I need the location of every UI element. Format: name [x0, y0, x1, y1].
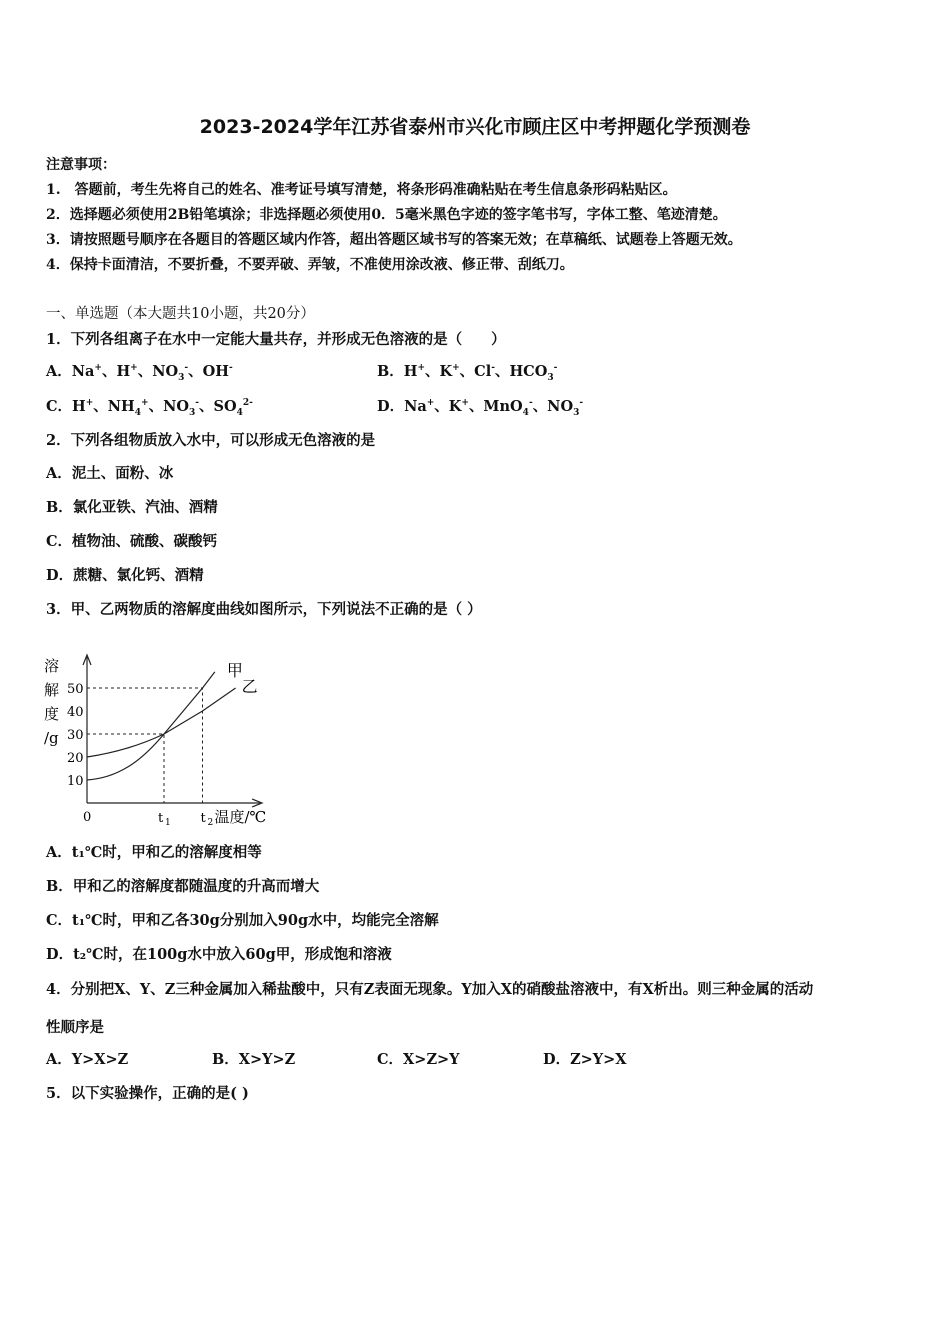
page-title: 2023-2024学年江苏省泰州市兴化市顾庄区中考押题化学预测卷: [199, 116, 751, 138]
q1-stem: 1．下列各组离子在水中一定能大量共存，并形成无色溶液的是（ ）: [46, 331, 506, 348]
q1-option-b: B．H+、K+、Cl-、$HCO_3^-$: [377, 363, 558, 383]
q1-option-a: A．Na+、H+、$NO_3^-$、OH-: [46, 363, 233, 383]
notice-item: 2．选择题必须使用2B铅笔填涂；非选择题必须使用0．5毫米黑色字迹的签字笔书写，字体工整、笔迹清楚。: [46, 207, 727, 223]
q2-option: D．蔗糖、氯化钙、酒精: [46, 567, 204, 584]
section-heading: 一、单选题（本大题共10小题，共20分）: [46, 306, 315, 322]
x-tick-label: t: [200, 811, 206, 825]
y-tick-label: 20: [67, 751, 84, 766]
x-tick-subscript: 2: [207, 818, 214, 825]
q3-option-c: C．t₁℃时，甲和乙各30g分别加入90g水中，均能完全溶解: [46, 912, 439, 929]
q3-option-a: A．t₁℃时，甲和乙的溶解度相等: [46, 844, 262, 861]
q1-option-c: C．H+、$NH_4^+$、$NO_3^-$、$SO_4^{2-}$: [46, 398, 253, 418]
q4-option-c: C．X>Z>Y: [377, 1051, 460, 1068]
series-jia-label: 甲: [226, 660, 243, 680]
q2-option: B．氯化亚铁、汽油、酒精: [46, 499, 218, 516]
q4-option-a: A．Y>X>Z: [46, 1051, 129, 1068]
series-yi-curve: [87, 688, 236, 757]
q4-option-b: B．X>Y>Z: [212, 1051, 296, 1068]
chart-plot-area: [44, 655, 266, 825]
q3-option-d: D．t₂℃时，在100g水中放入60g甲，形成饱和溶液: [46, 946, 392, 963]
q2-option: C．植物油、硫酸、碳酸钙: [46, 533, 218, 550]
q3-stem: 3．甲、乙两物质的溶解度曲线如图所示，下列说法不正确的是（ ）: [46, 601, 482, 618]
x-tick-subscript: 1: [165, 818, 171, 825]
notice-item: 4．保持卡面清洁，不要折叠，不要弄破、弄皱，不准使用涂改液、修正带、刮纸刀。: [46, 257, 574, 273]
series-yi-label: 乙: [241, 677, 258, 696]
q4-stem-line2: 性顺序是: [46, 1019, 104, 1036]
guide-t2: [87, 688, 203, 803]
q1-option-d: D．Na+、K+、MnO$_4$-、$NO_3^-$: [377, 398, 584, 418]
q3-option-b: B．甲和乙的溶解度都随温度的升高而增大: [46, 878, 320, 895]
y-tick-label: 30: [67, 728, 84, 743]
q5-stem: 5．以下实验操作，正确的是( ): [46, 1085, 249, 1102]
y-axis-label: 度: [44, 705, 60, 723]
notice-heading: 注意事项：: [46, 157, 116, 173]
x-axis-label: 温度/℃: [214, 808, 267, 825]
q4-stem-line1: 4．分别把X、Y、Z三种金属加入稀盐酸中，只有Z表面无现象。Y加入X的硝酸盐溶液中，有X析出。则三种金属的活动: [46, 981, 814, 998]
origin-label: 0: [83, 810, 92, 825]
y-tick-label: 10: [67, 774, 84, 789]
q4-option-d: D．Z>Y>X: [543, 1051, 627, 1068]
notice-item: 3．请按照题号顺序在各题目的答题区域内作答，超出答题区域书写的答案无效；在草稿纸、试题卷上答题无效。: [46, 232, 742, 248]
x-tick-label: t: [158, 811, 164, 825]
y-tick-label: 40: [67, 705, 84, 720]
q2-stem: 2．下列各组物质放入水中，可以形成无色溶液的是: [46, 432, 376, 449]
y-axis-label: /g: [44, 729, 59, 747]
notice-item: 1. 答题前，考生先将自己的姓名、准考证号填写清楚，将条形码准确粘贴在考生信息条形码粘贴区。: [46, 182, 677, 198]
q2-option: A．泥土、面粉、冰: [46, 465, 174, 482]
y-axis-label: 解: [44, 681, 60, 699]
solubility-chart: [40, 635, 280, 825]
y-tick-label: 50: [67, 682, 84, 697]
y-axis-label: 溶: [44, 657, 60, 675]
